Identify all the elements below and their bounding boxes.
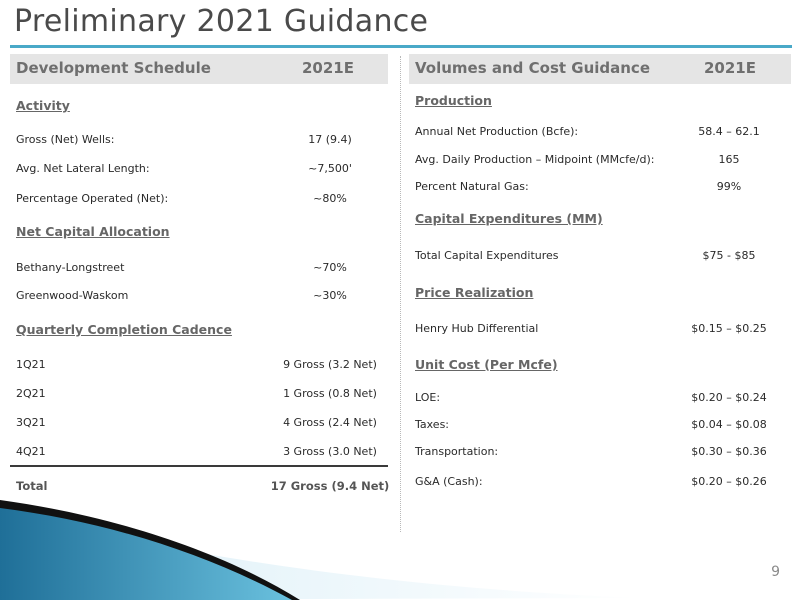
row-value: ~7,500' (308, 162, 352, 175)
row-label: Annual Net Production (Bcfe): (415, 125, 579, 138)
row-label: Bethany-Longstreet (16, 261, 125, 274)
row-value: $0.15 – $0.25 (691, 322, 767, 335)
decorative-swoosh (0, 470, 800, 600)
section-heading-production: Production (415, 93, 492, 108)
row-value: 99% (716, 180, 742, 193)
row-label: Greenwood-Waskom (16, 289, 129, 302)
row-label: 3Q21 (16, 416, 46, 429)
row-label: Transportation: (415, 445, 499, 458)
row-label: 4Q21 (16, 445, 46, 458)
row-label: G&A (Cash): (415, 475, 483, 488)
volumes-cost-header (409, 54, 791, 84)
row-label: Percent Natural Gas: (415, 180, 529, 193)
volumes-cost-panel (409, 54, 791, 488)
row-value: 58.4 – 62.1 (698, 125, 760, 138)
row-label: Taxes: (415, 418, 450, 431)
section-heading-cadence: Quarterly Completion Cadence (16, 322, 232, 337)
row-value: $0.04 – $0.08 (691, 418, 767, 431)
row-label: Total Capital Expenditures (415, 249, 559, 262)
section-heading-capital: Net Capital Allocation (16, 224, 170, 239)
section-heading-activity: Activity (16, 98, 70, 113)
page-number: 9 (771, 564, 780, 580)
page-title: Preliminary 2021 Guidance (14, 4, 429, 39)
section-heading-capex: Capital Expenditures (MM) (415, 211, 603, 226)
total-value: 17 Gross (9.4 Net) (270, 479, 390, 493)
development-schedule-panel (10, 54, 390, 493)
header-year: 2021E (302, 59, 354, 77)
section-heading-unit-cost: Unit Cost (Per Mcfe) (415, 357, 558, 372)
row-value: 9 Gross (3.2 Net) (283, 358, 377, 371)
row-value: $0.20 – $0.24 (691, 391, 767, 404)
total-label: Total (16, 479, 48, 493)
row-label: Gross (Net) Wells: (16, 133, 115, 146)
row-value: 17 (9.4) (308, 133, 352, 146)
row-value: 1 Gross (0.8 Net) (283, 387, 377, 400)
row-value: ~80% (313, 192, 347, 205)
row-value: 4 Gross (2.4 Net) (283, 416, 377, 429)
total-divider (10, 465, 388, 467)
header-label: Volumes and Cost Guidance (415, 59, 650, 77)
row-label: 1Q21 (16, 358, 46, 371)
row-value: ~30% (313, 289, 347, 302)
column-separator (400, 56, 401, 532)
development-schedule-header (10, 54, 388, 84)
row-value: $0.20 – $0.26 (691, 475, 767, 488)
row-label: Henry Hub Differential (415, 322, 539, 335)
title-rule (10, 45, 792, 48)
header-label: Development Schedule (16, 59, 211, 77)
row-label: Avg. Daily Production – Midpoint (MMcfe/d): (415, 153, 655, 166)
section-heading-price: Price Realization (415, 285, 534, 300)
row-value: ~70% (313, 261, 347, 274)
header-year: 2021E (704, 59, 756, 77)
row-label: Percentage Operated (Net): (16, 192, 169, 205)
row-label: 2Q21 (16, 387, 46, 400)
row-value: $75 - $85 (702, 249, 756, 262)
row-value: 3 Gross (3.0 Net) (283, 445, 377, 458)
row-value: 165 (718, 153, 740, 166)
row-value: $0.30 – $0.36 (691, 445, 767, 458)
row-label: Avg. Net Lateral Length: (16, 162, 150, 175)
row-label: LOE: (415, 391, 441, 404)
